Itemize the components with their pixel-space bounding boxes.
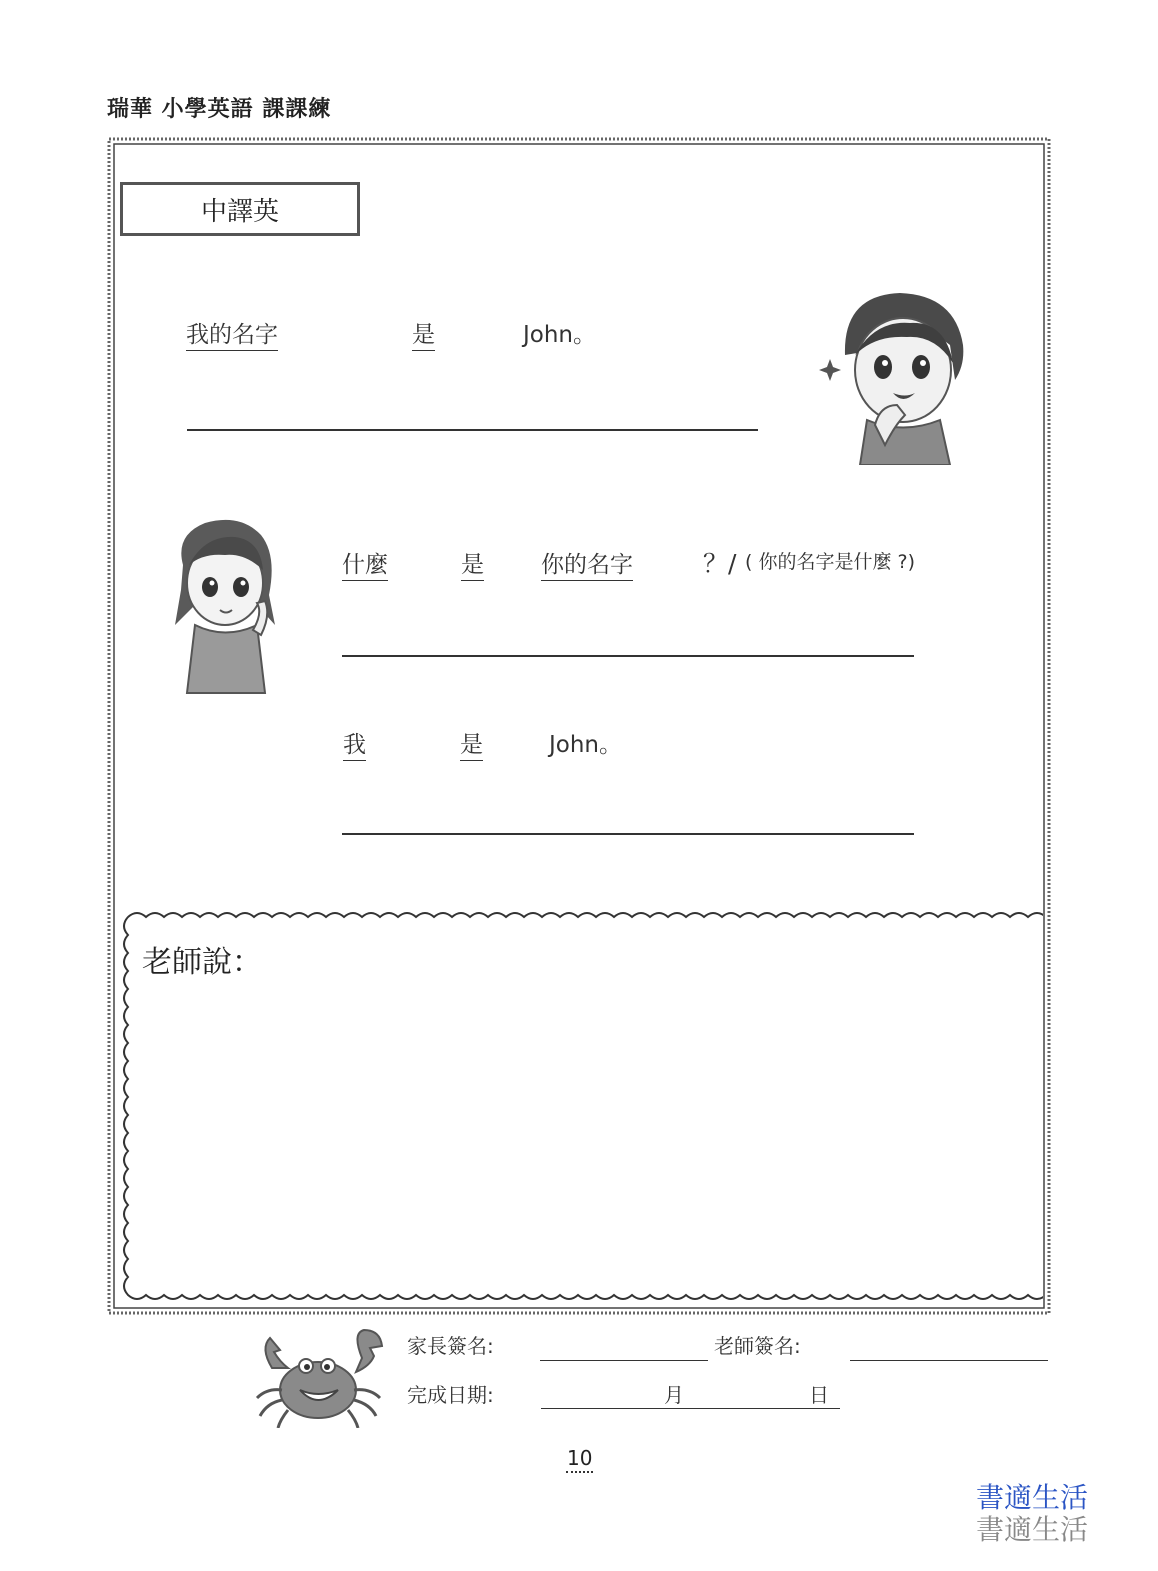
- crab-icon: [252, 1328, 387, 1428]
- teacher-says-label: 老師說：: [142, 945, 262, 980]
- completion-date-line[interactable]: [541, 1408, 840, 1409]
- girl-illustration: [165, 515, 285, 695]
- q2-natural-order-note: ( 你的名字是什麼 ?): [745, 551, 915, 573]
- q1-answer-line[interactable]: [187, 429, 758, 431]
- parent-signature-label: 家長簽名:: [407, 1334, 494, 1358]
- watermark-line-2: 書適生活: [976, 1513, 1089, 1546]
- q3-word-i: 我: [343, 726, 366, 761]
- q3-word-am: 是: [460, 726, 483, 761]
- q2-word-what: 什麼: [342, 546, 388, 581]
- month-label: 月: [664, 1383, 684, 1407]
- workbook-title: 瑞華 小學英語 課課練: [107, 96, 332, 122]
- q1-word-is: 是: [412, 316, 435, 351]
- page-number: 10: [566, 1446, 593, 1473]
- watermark-line-1: 書適生活: [976, 1481, 1089, 1514]
- section-title: 中譯英: [200, 196, 279, 227]
- q2-word-is: 是: [461, 546, 484, 581]
- teacher-signature-line[interactable]: [850, 1360, 1048, 1361]
- q1-word-john: John。: [523, 322, 597, 348]
- q3-answer-line[interactable]: [342, 833, 914, 835]
- day-label: 日: [809, 1383, 829, 1407]
- q2-word-your-name: 你的名字: [541, 546, 633, 581]
- q3-word-john: John。: [549, 732, 623, 758]
- teacher-signature-label: 老師簽名:: [714, 1334, 801, 1358]
- q2-answer-line[interactable]: [342, 655, 914, 657]
- boy-illustration: [815, 285, 965, 465]
- section-title-box: [120, 182, 360, 236]
- q1-word-my-name: 我的名字: [186, 316, 278, 351]
- completion-date-label: 完成日期:: [407, 1383, 494, 1407]
- teacher-comment-area[interactable]: [140, 990, 1020, 1280]
- q2-question-mark: ？/: [703, 549, 737, 578]
- parent-signature-line[interactable]: [540, 1360, 708, 1361]
